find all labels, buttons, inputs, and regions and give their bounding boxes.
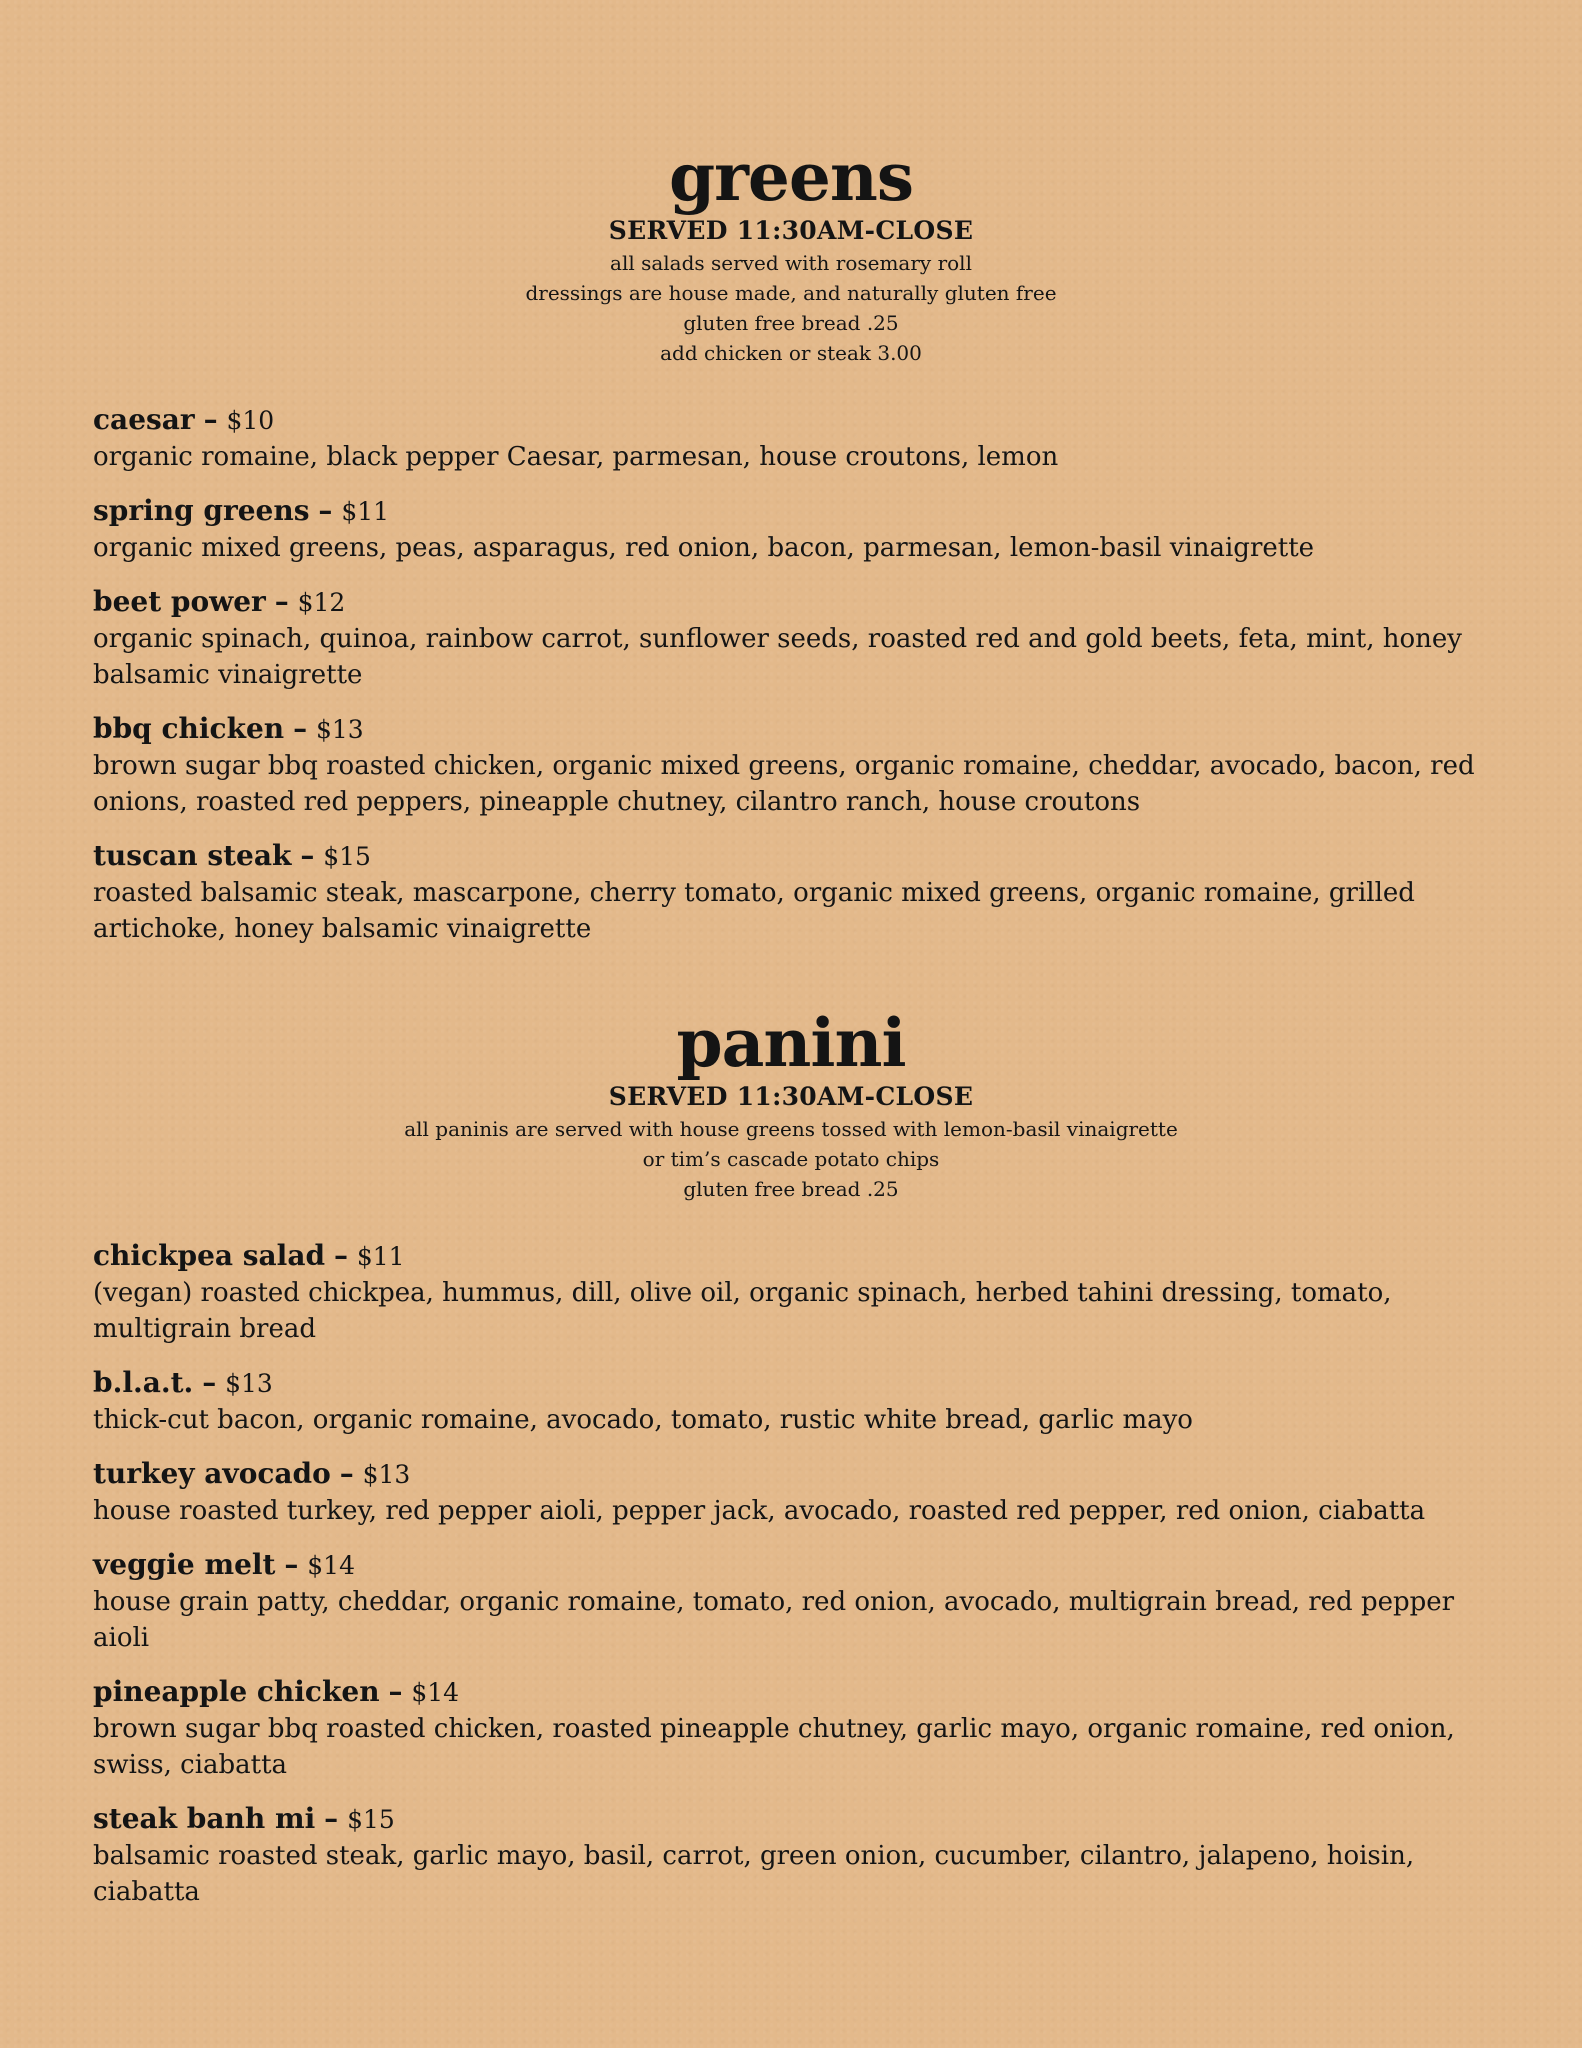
item-separator: – <box>300 839 315 872</box>
greens-section <box>93 140 1489 965</box>
item-description: organic spinach, quinoa, rainbow carrot, sunflower seeds, roasted red and gold beets, feta, mint, honey balsamic vinaigrette <box>93 624 1462 690</box>
item-name: chickpea salad <box>93 1239 326 1272</box>
item-description: house grain patty, cheddar, organic romaine, tomato, red onion, avocado, multigrain bread, red pepper aioli <box>93 1587 1455 1653</box>
item-name: veggie melt <box>93 1548 276 1581</box>
item-name: turkey avocado <box>93 1457 331 1490</box>
item-description: (vegan) roasted chickpea, hummus, dill, olive oil, organic spinach, herbed tahini dressing, tomato, multigrain bread <box>93 1278 1392 1344</box>
item-price: $13 <box>362 1460 411 1489</box>
item-separator: – <box>324 1802 339 1835</box>
panini-header <box>93 1006 1489 1204</box>
item-name: b.l.a.t. <box>93 1366 194 1399</box>
item-price: $12 <box>297 588 346 617</box>
item-separator: – <box>339 1457 354 1490</box>
section-note: gluten free bread .25 <box>683 1177 899 1201</box>
item-separator: – <box>318 494 333 527</box>
item-price: $10 <box>226 406 275 435</box>
menu-item <box>93 1801 1489 1910</box>
item-description: brown sugar bbq roasted chicken, organic mixed greens, organic romaine, cheddar, avocado, bacon, red onions, roasted red peppers, pineapple chutney, cilantro ranch, house croutons <box>93 751 1475 817</box>
item-description: brown sugar bbq roasted chicken, roasted pineapple chutney, garlic mayo, organic romaine, red onion, swiss, ciabatta <box>93 1714 1455 1780</box>
menu-item <box>93 584 1489 693</box>
item-separator: – <box>274 585 289 618</box>
section-note: dressings are house made, and naturally gluten free <box>525 281 1057 305</box>
item-separator: – <box>284 1548 299 1581</box>
item-price: $14 <box>307 1551 355 1580</box>
item-price: $11 <box>356 1242 405 1271</box>
item-price: $13 <box>225 1369 273 1398</box>
panini-section <box>93 1006 1489 1928</box>
item-price: $15 <box>323 842 371 871</box>
served-hours: SERVED 11:30AM-CLOSE <box>608 1082 974 1111</box>
item-name: caesar <box>93 403 195 436</box>
menu-item <box>93 1365 1489 1438</box>
item-separator: – <box>293 712 308 745</box>
section-note: or tim’s cascade potato chips <box>642 1147 940 1171</box>
section-note: all salads served with rosemary roll <box>610 251 972 275</box>
item-price: $13 <box>315 715 364 744</box>
section-note: gluten free bread .25 <box>683 311 899 335</box>
item-separator: – <box>388 1675 403 1708</box>
item-separator: – <box>202 1366 217 1399</box>
item-separator: – <box>203 403 218 436</box>
item-description: organic romaine, black pepper Caesar, parmesan, house croutons, lemon <box>93 442 1059 472</box>
item-price: $14 <box>411 1678 460 1707</box>
item-description: house roasted turkey, red pepper aioli, pepper jack, avocado, roasted red pepper, red onion, ciabatta <box>93 1496 1426 1526</box>
menu-item <box>93 1547 1489 1656</box>
menu-item <box>93 838 1489 947</box>
item-name: bbq chicken <box>93 712 285 745</box>
menu-item <box>93 1238 1489 1347</box>
item-description: thick-cut bacon, organic romaine, avocado, tomato, rustic white bread, garlic mayo <box>93 1405 1193 1435</box>
greens-item-list <box>93 402 1489 947</box>
greens-header <box>93 140 1489 368</box>
panini-item-list <box>93 1238 1489 1910</box>
section-title: panini <box>676 1004 906 1082</box>
served-hours: SERVED 11:30AM-CLOSE <box>608 216 974 245</box>
section-note: all paninis are served with house greens tossed with lemon-basil vinaigrette <box>404 1117 1178 1141</box>
menu-item <box>93 402 1489 475</box>
item-name: steak banh mi <box>93 1802 316 1835</box>
item-description: roasted balsamic steak, mascarpone, cherry tomato, organic mixed greens, organic romaine, grilled artichoke, honey balsamic vinaigrette <box>93 878 1415 944</box>
menu-item <box>93 1674 1489 1783</box>
section-title: greens <box>668 138 914 216</box>
menu-item <box>93 1456 1489 1529</box>
item-name: tuscan steak <box>93 839 292 872</box>
item-description: balsamic roasted steak, garlic mayo, basil, carrot, green onion, cucumber, cilantro, jalapeno, hoisin, ciabatta <box>93 1841 1415 1907</box>
item-price: $11 <box>341 497 390 526</box>
item-name: beet power <box>93 585 266 618</box>
item-name: spring greens <box>93 494 310 527</box>
menu-item <box>93 711 1489 820</box>
section-note: add chicken or steak 3.00 <box>660 341 922 365</box>
menu-item <box>93 493 1489 566</box>
item-price: $15 <box>347 1805 395 1834</box>
item-description: organic mixed greens, peas, asparagus, red onion, bacon, parmesan, lemon-basil vinaigrette <box>93 533 1315 563</box>
item-name: pineapple chicken <box>93 1675 380 1708</box>
item-separator: – <box>333 1239 348 1272</box>
